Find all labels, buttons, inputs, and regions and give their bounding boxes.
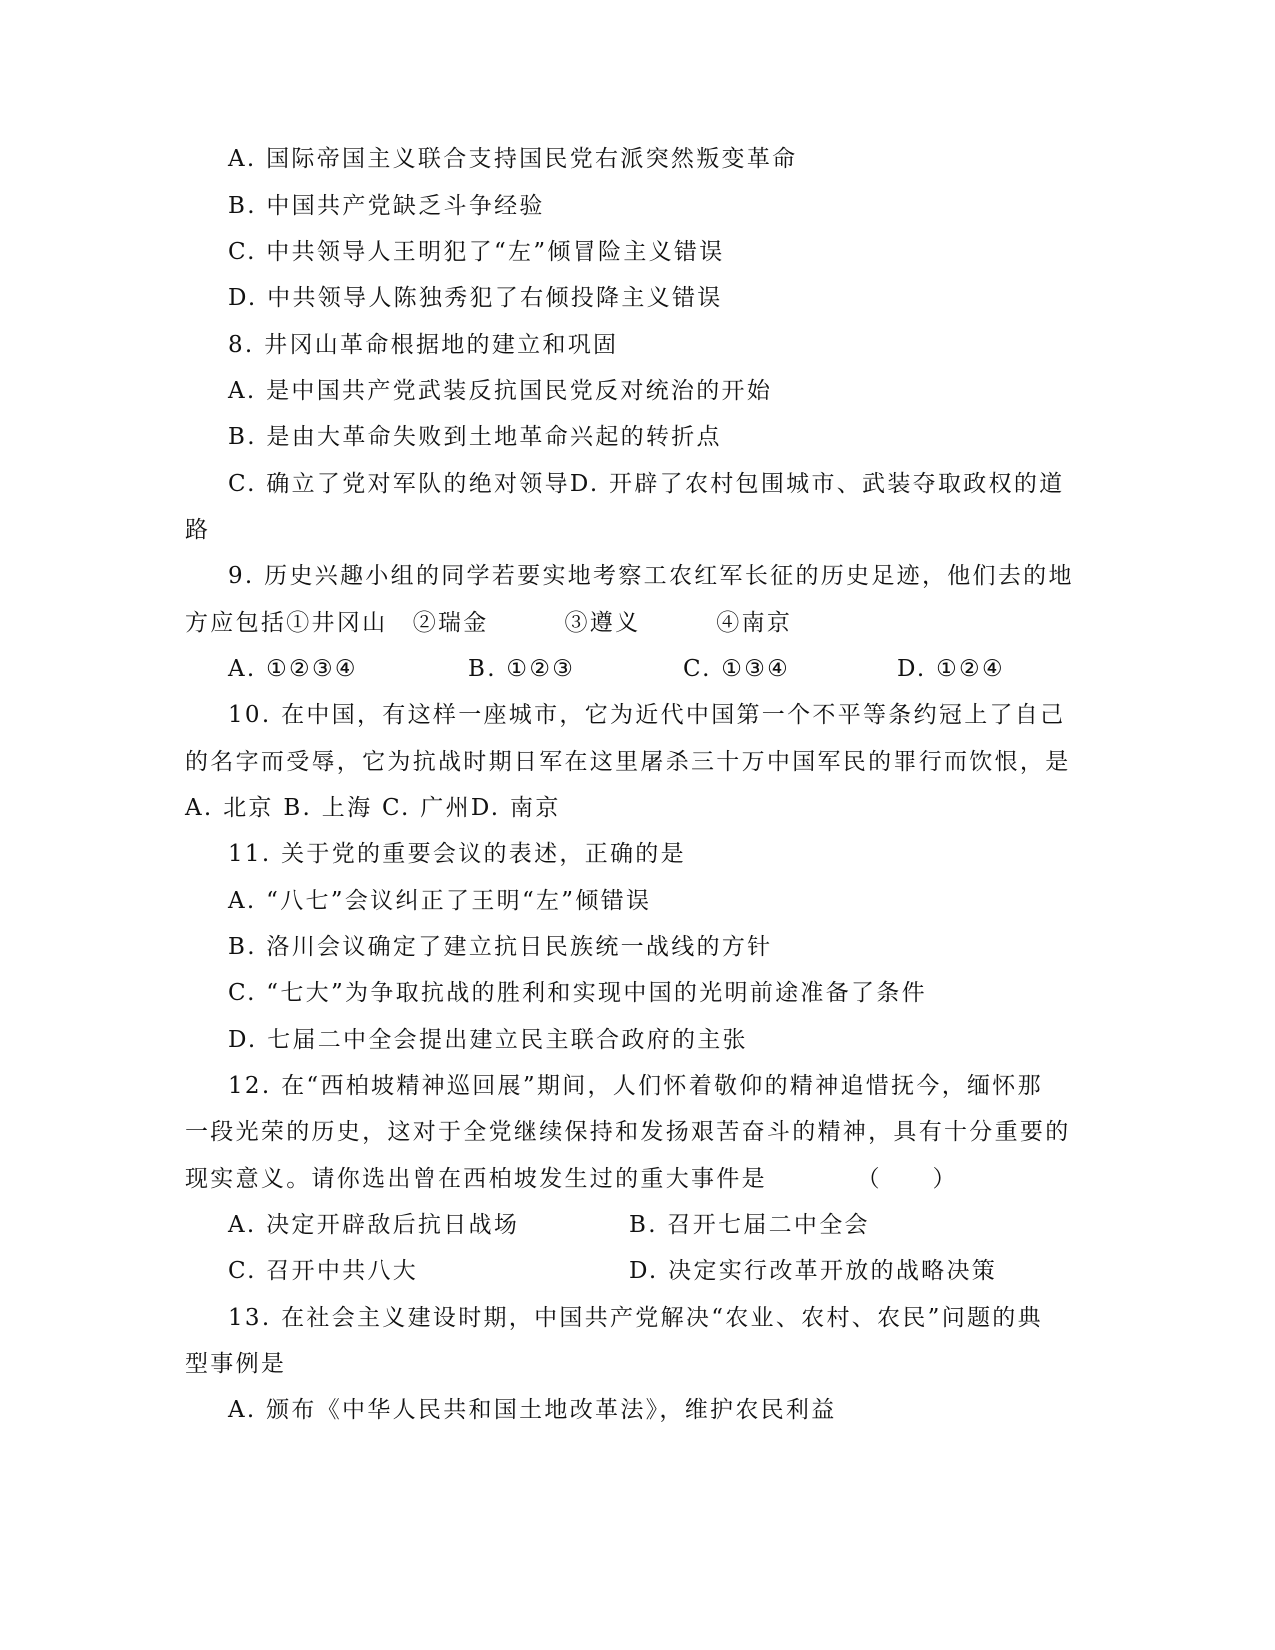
q11-option-d: D. 七届二中全会提出建立民主联合政府的主张 (228, 1027, 748, 1053)
q12-option-b: B. 召开七届二中全会 (629, 1212, 870, 1238)
q9-option-c: C. ①③④ (683, 656, 791, 682)
q9-options (0, 654, 1275, 684)
q12-options-row1 (0, 1210, 1275, 1240)
q11-stem: 11. 关于党的重要会议的表述，正确的是 (228, 841, 686, 867)
q8-option-a: A. 是中国共产党武装反抗国民党反对统治的开始 (228, 378, 773, 404)
q11-option-b: B. 洛川会议确定了建立抗日民族统一战线的方针 (228, 934, 773, 960)
q12-stem-cont: 一段光荣的历史，这对于全党继续保持和发扬艰苦奋斗的精神，具有十分重要的 (185, 1119, 1071, 1145)
q13-option-a: A. 颁布《中华人民共和国土地改革法》，维护农民利益 (228, 1397, 837, 1423)
q12-stem-cont2: 现实意义。请你选出曾在西柏坡发生过的重大事件是 （ ） (185, 1166, 958, 1192)
q13-stem-cont: 型事例是 (185, 1351, 287, 1377)
q11-option-a: A. “八七”会议纠正了王明“左”倾错误 (228, 888, 652, 914)
q10-stem: 10. 在中国，有这样一座城市，它为近代中国第一个不平等条约冠上了自己 (228, 702, 1066, 728)
q8-stem: 8. 井冈山革命根据地的建立和巩固 (228, 332, 619, 358)
q12-stem: 12. 在“西柏坡精神巡回展”期间，人们怀着敬仰的精神追惜抚今，缅怀那 (228, 1073, 1043, 1099)
q9-option-a: A. ①②③④ (228, 656, 358, 682)
q7-option-b: B. 中国共产党缺乏斗争经验 (228, 193, 545, 219)
q9-stem-cont: 方应包括①井冈山 ②瑞金 ③遵义 ④南京 (185, 610, 793, 636)
q10-stem-cont: 的名字而受辱，它为抗战时期日军在这里屠杀三十万中国军民的罪行而饮恨，是 (185, 749, 1071, 775)
q13-stem: 13. 在社会主义建设时期，中国共产党解决“农业、农村、农民”问题的典 (228, 1305, 1043, 1331)
q7-option-d: D. 中共领导人陈独秀犯了右倾投降主义错误 (228, 285, 723, 311)
q12-option-a: A. 决定开辟敌后抗日战场 (228, 1212, 520, 1238)
q7-option-a: A. 国际帝国主义联合支持国民党右派突然叛变革命 (228, 146, 798, 172)
q8-option-b: B. 是由大革命失败到土地革命兴起的转折点 (228, 424, 722, 450)
q9-stem: 9. 历史兴趣小组的同学若要实地考察工农红军长征的历史足迹，他们去的地 (228, 563, 1074, 589)
q12-option-c: C. 召开中共八大 (228, 1258, 419, 1284)
q9-option-d: D. ①②④ (897, 656, 1005, 682)
q12-option-d: D. 决定实行改革开放的战略决策 (629, 1258, 998, 1284)
q11-option-c: C. “七大”为争取抗战的胜利和实现中国的光明前途准备了条件 (228, 980, 927, 1006)
q8-option-cd: C. 确立了党对军队的绝对领导D. 开辟了农村包围城市、武装夺取政权的道 (228, 471, 1065, 497)
q8-option-d-wrap: 路 (185, 517, 211, 543)
q12-options-row2 (0, 1256, 1275, 1286)
q9-option-b: B. ①②③ (468, 656, 576, 682)
q7-option-c: C. 中共领导人王明犯了“左”倾冒险主义错误 (228, 239, 725, 265)
q10-options: A. 北京 B. 上海 C. 广州D. 南京 (185, 795, 561, 821)
